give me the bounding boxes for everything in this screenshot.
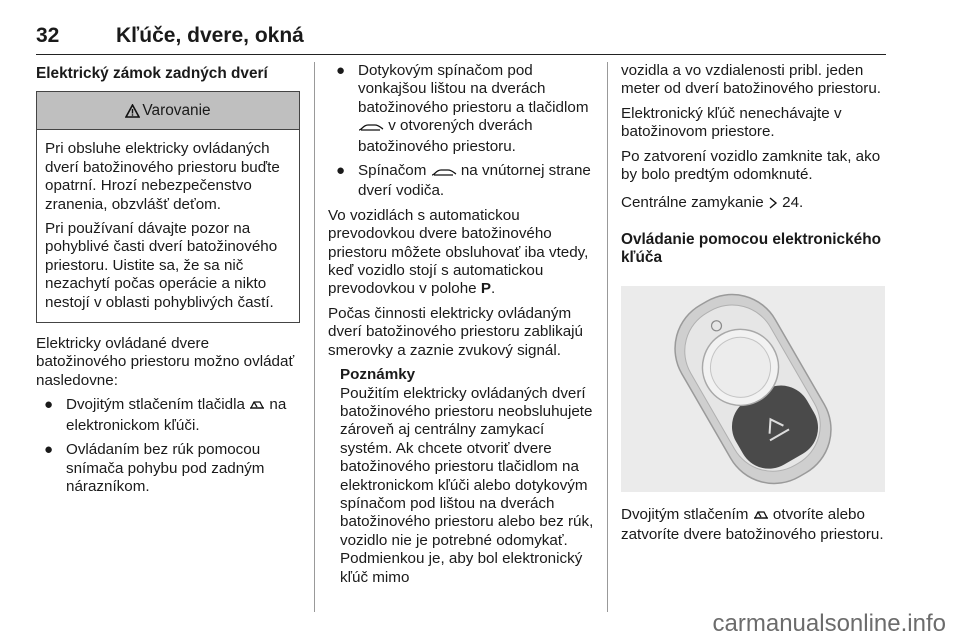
note-block <box>328 366 596 587</box>
watermark: carmanualsonline.info <box>712 610 946 637</box>
section-heading: Ovládanie pomocou elektronického kľúča <box>621 230 881 267</box>
paragraph: Vo vozidlách s automatickou prevodovkou dvere batožinového priestoru môžete obsluhovať iba vtedy, keď vozidlo stojí s automatickou prevodovkou v polohe P. <box>328 206 589 298</box>
list-item: ● Dotykovým spínačom pod vonkajšou lištou na dverách batožinového priestoru a tlačidlom v otvorených dverách batožinového priestoru. <box>336 62 589 155</box>
warning-header <box>37 92 299 130</box>
warning-paragraph: Pri obsluhe elektricky ovládaných dverí batožinového priestoru buďte opatrní. Hrozí nebezpečenstvo zranenia, obzvlášť deťom. <box>45 140 280 213</box>
page-number: 32 <box>36 24 60 47</box>
list-item: ● Spínačom na vnútornej strane dverí vodiča. <box>336 162 591 200</box>
car-outline-icon <box>358 119 384 137</box>
section-heading: Elektrický zámok zadných dverí <box>36 65 268 82</box>
warning-box <box>36 91 300 323</box>
chapter-title: Kľúče, dvere, okná <box>116 24 304 47</box>
paragraph: Elektronický kľúč nenechávajte v batožinovom priestore. <box>621 104 842 141</box>
page-header <box>36 24 886 55</box>
paragraph: Po zatvorení vozidlo zamknite tak, ako by bolo predtým odomknuté. <box>621 147 881 184</box>
note-title: Poznámky <box>340 366 416 384</box>
column-2 <box>328 62 596 593</box>
page-reference-arrow-icon <box>768 196 778 214</box>
paragraph: vozidla a vo vzdialenosti pribl. jeden meter od dverí batožinového priestoru. <box>621 62 882 98</box>
warning-paragraph: Pri používaní dávajte pozor na pohyblivé časti dverí batožinového priestoru. Uistite sa, že sa nič nezachytí počas operácie a nikto nestojí v oblasti pohyblivých častí. <box>45 220 278 311</box>
column-divider <box>607 62 608 612</box>
key-fob-illustration <box>621 286 885 492</box>
list-item: ● Ovládaním bez rúk pomocou snímača pohybu pod zadným nárazníkom. <box>44 441 265 495</box>
car-outline-icon <box>431 164 457 182</box>
figure-caption: Dvojitým stlačením otvoríte alebo zatvoríte dvere batožinového priestoru. <box>621 505 884 544</box>
tailgate-button-icon <box>249 398 265 416</box>
warning-triangle-icon <box>125 95 140 132</box>
warning-title: Varovanie <box>142 102 211 120</box>
operation-list <box>36 396 300 496</box>
intro-paragraph: Elektricky ovládané dvere batožinového priestoru možno ovládať nasledovne: <box>36 335 295 389</box>
operation-list-continued <box>328 62 596 201</box>
note-text: Použitím elektricky ovládaných dverí batožinového priestoru neobsluhujete zároveň aj centrálny zamykací systém. Ak chcete otvoriť dvere batožinového priestoru tlačidlom na elektronickom kľúči alebo dotykovým spínačom pod lištou na dverách batožinového priestoru alebo bez rúk, vozidlo nie je potrebné odomykať. Podmienkou je, aby bol elektronický kľúč mimo <box>340 384 594 586</box>
column-divider <box>314 62 315 612</box>
list-item: ● Dvojitým stlačením tlačidla na elektronickom kľúči. <box>44 396 287 434</box>
paragraph: Počas činnosti elektricky ovládaným dverí batožinového priestoru zablikajú smerovky a zaznie zvukový signál. <box>328 304 583 359</box>
column-1 <box>36 62 300 502</box>
cross-reference: Centrálne zamykanie 24. <box>621 194 885 214</box>
column-3 <box>621 62 885 550</box>
tailgate-button-icon <box>753 508 769 526</box>
